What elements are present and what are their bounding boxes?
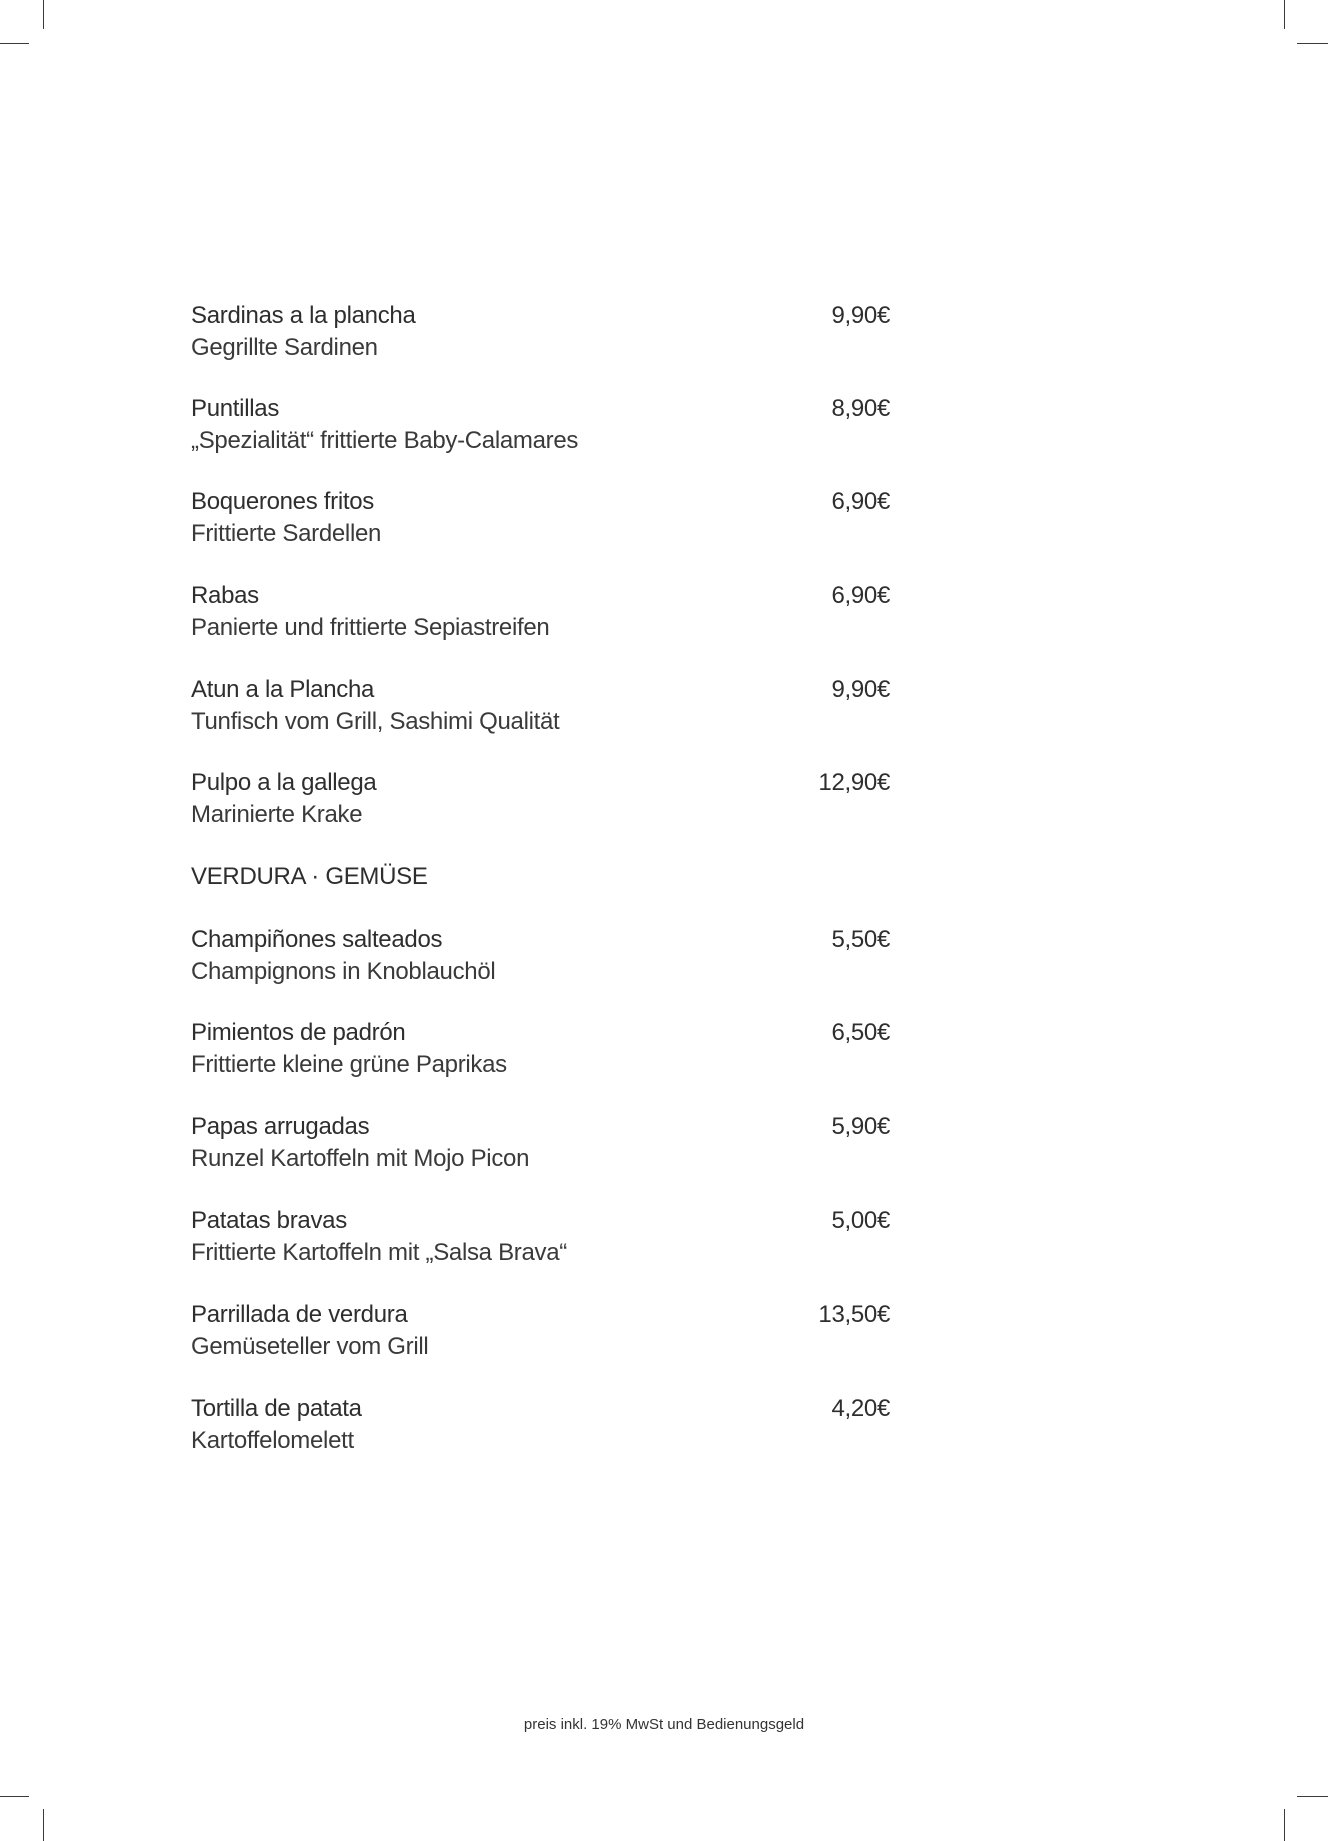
crop-mark-bottom-left-vertical	[43, 1809, 44, 1841]
dish-name: Parrillada de verdura	[191, 1301, 408, 1328]
dish-price: 9,90€	[831, 676, 890, 703]
dish-description: Runzel Kartoffeln mit Mojo Picon	[191, 1145, 530, 1172]
dish-name: Champiñones salteados	[191, 926, 443, 953]
dish-description: Tunfisch vom Grill, Sashimi Qualität	[191, 708, 560, 735]
crop-mark-top-left-horizontal	[0, 43, 29, 44]
dish-price: 5,50€	[831, 926, 890, 953]
dish-description: Marinierte Krake	[191, 801, 363, 828]
dish-price: 4,20€	[831, 1395, 890, 1422]
crop-mark-top-left-vertical	[43, 0, 44, 29]
dish-price: 12,90€	[818, 769, 890, 796]
menu-item	[191, 1205, 890, 1269]
crop-mark-top-right-horizontal	[1297, 43, 1328, 44]
menu-item	[191, 1017, 890, 1081]
crop-mark-bottom-right-horizontal	[1297, 1796, 1328, 1797]
dish-price: 5,90€	[831, 1113, 890, 1140]
dish-name: Pulpo a la gallega	[191, 769, 377, 796]
dish-name: Papas arrugadas	[191, 1113, 370, 1140]
dish-price: 6,90€	[831, 582, 890, 609]
dish-name: Rabas	[191, 582, 259, 609]
dish-description: Champignons in Knoblauchöl	[191, 958, 496, 985]
menu-item	[191, 580, 890, 644]
crop-mark-bottom-right-vertical	[1284, 1809, 1285, 1841]
menu-item	[191, 674, 890, 738]
dish-price: 8,90€	[831, 395, 890, 422]
menu-item	[191, 393, 890, 457]
menu-item	[191, 767, 890, 831]
dish-name: Atun a la Plancha	[191, 676, 375, 703]
dish-description: Panierte und frittierte Sepiastreifen	[191, 614, 550, 641]
dish-name: Tortilla de patata	[191, 1395, 362, 1422]
dish-price: 9,90€	[831, 302, 890, 329]
crop-mark-top-right-vertical	[1284, 0, 1285, 29]
section-heading: VERDURA · GEMÜSE	[191, 863, 428, 890]
menu-item	[191, 924, 890, 988]
dish-description: Kartoffelomelett	[191, 1427, 354, 1454]
dish-description: „Spezialität“ frittierte Baby-Calamares	[191, 427, 579, 454]
menu-item	[191, 486, 890, 550]
dish-name: Boquerones fritos	[191, 488, 375, 515]
dish-description: Gemüseteller vom Grill	[191, 1333, 429, 1360]
dish-name: Pimientos de padrón	[191, 1019, 406, 1046]
crop-mark-bottom-left-horizontal	[0, 1796, 29, 1797]
menu-item	[191, 1393, 890, 1457]
dish-price: 6,90€	[831, 488, 890, 515]
dish-name: Patatas bravas	[191, 1207, 347, 1234]
dish-price: 6,50€	[831, 1019, 890, 1046]
menu-item	[191, 1111, 890, 1175]
menu-item	[191, 1299, 890, 1363]
dish-price: 5,00€	[831, 1207, 890, 1234]
menu-item	[191, 300, 890, 364]
dish-description: Gegrillte Sardinen	[191, 334, 378, 361]
dish-name: Puntillas	[191, 395, 280, 422]
dish-description: Frittierte Kartoffeln mit „Salsa Brava“	[191, 1239, 567, 1266]
dish-description: Frittierte Sardellen	[191, 520, 382, 547]
price-note-footer: preis inkl. 19% MwSt und Bedienungsgeld	[523, 1716, 805, 1733]
dish-name: Sardinas a la plancha	[191, 302, 416, 329]
dish-description: Frittierte kleine grüne Paprikas	[191, 1051, 507, 1078]
dish-price: 13,50€	[818, 1301, 890, 1328]
